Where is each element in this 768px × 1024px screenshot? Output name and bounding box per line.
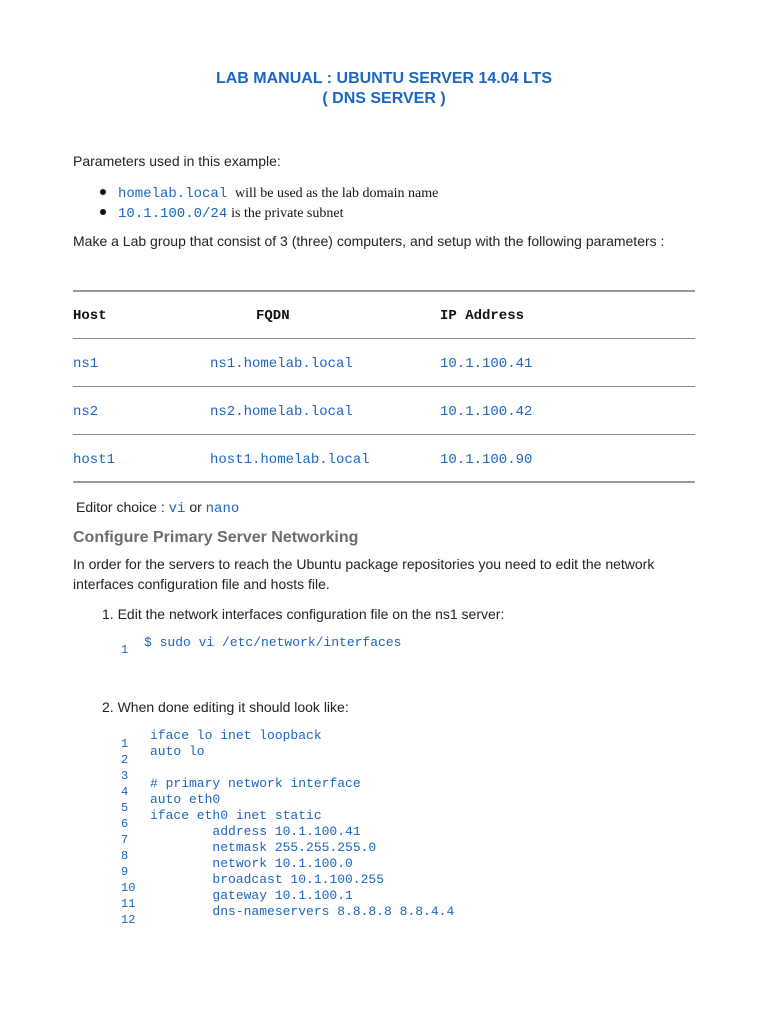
- step-2: [102, 697, 349, 717]
- step-number: 1.: [102, 606, 114, 622]
- line-number: 6: [121, 817, 129, 831]
- group-paragraph: Make a Lab group that consist of 3 (three) computers, and setup with the following parameters :: [73, 233, 665, 249]
- line-number: 4: [121, 785, 129, 799]
- code-line: iface lo inet loopback: [150, 728, 322, 743]
- table-divider: [73, 386, 695, 387]
- bullet-icon: [100, 209, 106, 215]
- row-2-host: ns2: [73, 404, 99, 420]
- domain-desc: will be used as the lab domain name: [235, 186, 439, 201]
- table-divider: [73, 434, 695, 435]
- row-1-host: ns1: [73, 356, 99, 372]
- line-number: 7: [121, 833, 129, 847]
- line-number: 11: [121, 897, 136, 911]
- row-2-ip: 10.1.100.42: [440, 404, 533, 420]
- doc-title: LAB MANUAL : UBUNTU SERVER 14.04 LTS: [215, 70, 553, 87]
- table-divider: [73, 338, 695, 339]
- section-heading: Configure Primary Server Networking: [73, 529, 359, 546]
- editor-or: or: [189, 499, 202, 515]
- editor-nano: nano: [205, 501, 240, 517]
- line-number: 1: [121, 737, 129, 751]
- code-line: network 10.1.100.0: [150, 856, 353, 871]
- doc-subtitle: ( DNS SERVER ): [322, 90, 446, 107]
- step-text: Edit the network interfaces configuration file on the ns1 server:: [117, 606, 505, 622]
- code-line: # primary network interface: [150, 776, 361, 791]
- row-2-fqdn: ns2.homelab.local: [210, 404, 353, 420]
- table-bottom-rule: [73, 481, 695, 483]
- step-text: When done editing it should look like:: [117, 699, 349, 715]
- code-line: auto lo: [150, 744, 205, 759]
- line-number: 8: [121, 849, 129, 863]
- line-number: 2: [121, 753, 129, 767]
- line-number: 3: [121, 769, 129, 783]
- line-number: 5: [121, 801, 129, 815]
- row-3-fqdn: host1.homelab.local: [210, 452, 370, 468]
- table-top-rule: [73, 290, 695, 292]
- line-number: 12: [121, 913, 136, 927]
- code-line: $ sudo vi /etc/network/interfaces: [144, 635, 402, 650]
- code-line: netmask 255.255.255.0: [150, 840, 377, 855]
- step-1: [102, 604, 504, 624]
- line-number: 10: [121, 881, 136, 895]
- line-number: 9: [121, 865, 129, 879]
- header-host: Host: [73, 308, 107, 324]
- code-line: auto eth0: [150, 792, 221, 807]
- code-line: dns-nameservers 8.8.8.8 8.8.4.4: [150, 904, 455, 919]
- subnet-code: 10.1.100.0/24: [118, 206, 228, 222]
- editor-vi: vi: [168, 501, 186, 517]
- editor-choice: [76, 497, 698, 519]
- header-fqdn: FQDN: [256, 308, 290, 324]
- row-3-host: host1: [73, 452, 116, 468]
- step-number: 2.: [102, 699, 114, 715]
- domain-code: homelab.local: [118, 186, 228, 202]
- params-list: [100, 182, 438, 222]
- editor-prefix: Editor choice :: [76, 499, 165, 515]
- list-item: [100, 182, 438, 202]
- code-line: gateway 10.1.100.1: [150, 888, 353, 903]
- section-intro: In order for the servers to reach the Ubuntu package repositories you need to edit the network interfaces configuration file and hosts file.: [73, 556, 655, 592]
- row-3-ip: 10.1.100.90: [440, 452, 533, 468]
- row-1-ip: 10.1.100.41: [440, 356, 533, 372]
- row-1-fqdn: ns1.homelab.local: [210, 356, 353, 372]
- code-line: iface eth0 inet static: [150, 808, 322, 823]
- list-item: [100, 202, 438, 222]
- subnet-desc: is the private subnet: [231, 206, 344, 221]
- code-line: broadcast 10.1.100.255: [150, 872, 385, 887]
- code-line: address 10.1.100.41: [150, 824, 361, 839]
- line-number: 1: [121, 643, 129, 657]
- bullet-icon: [100, 189, 106, 195]
- params-intro: Parameters used in this example:: [73, 153, 281, 169]
- header-ip: IP Address: [440, 308, 525, 324]
